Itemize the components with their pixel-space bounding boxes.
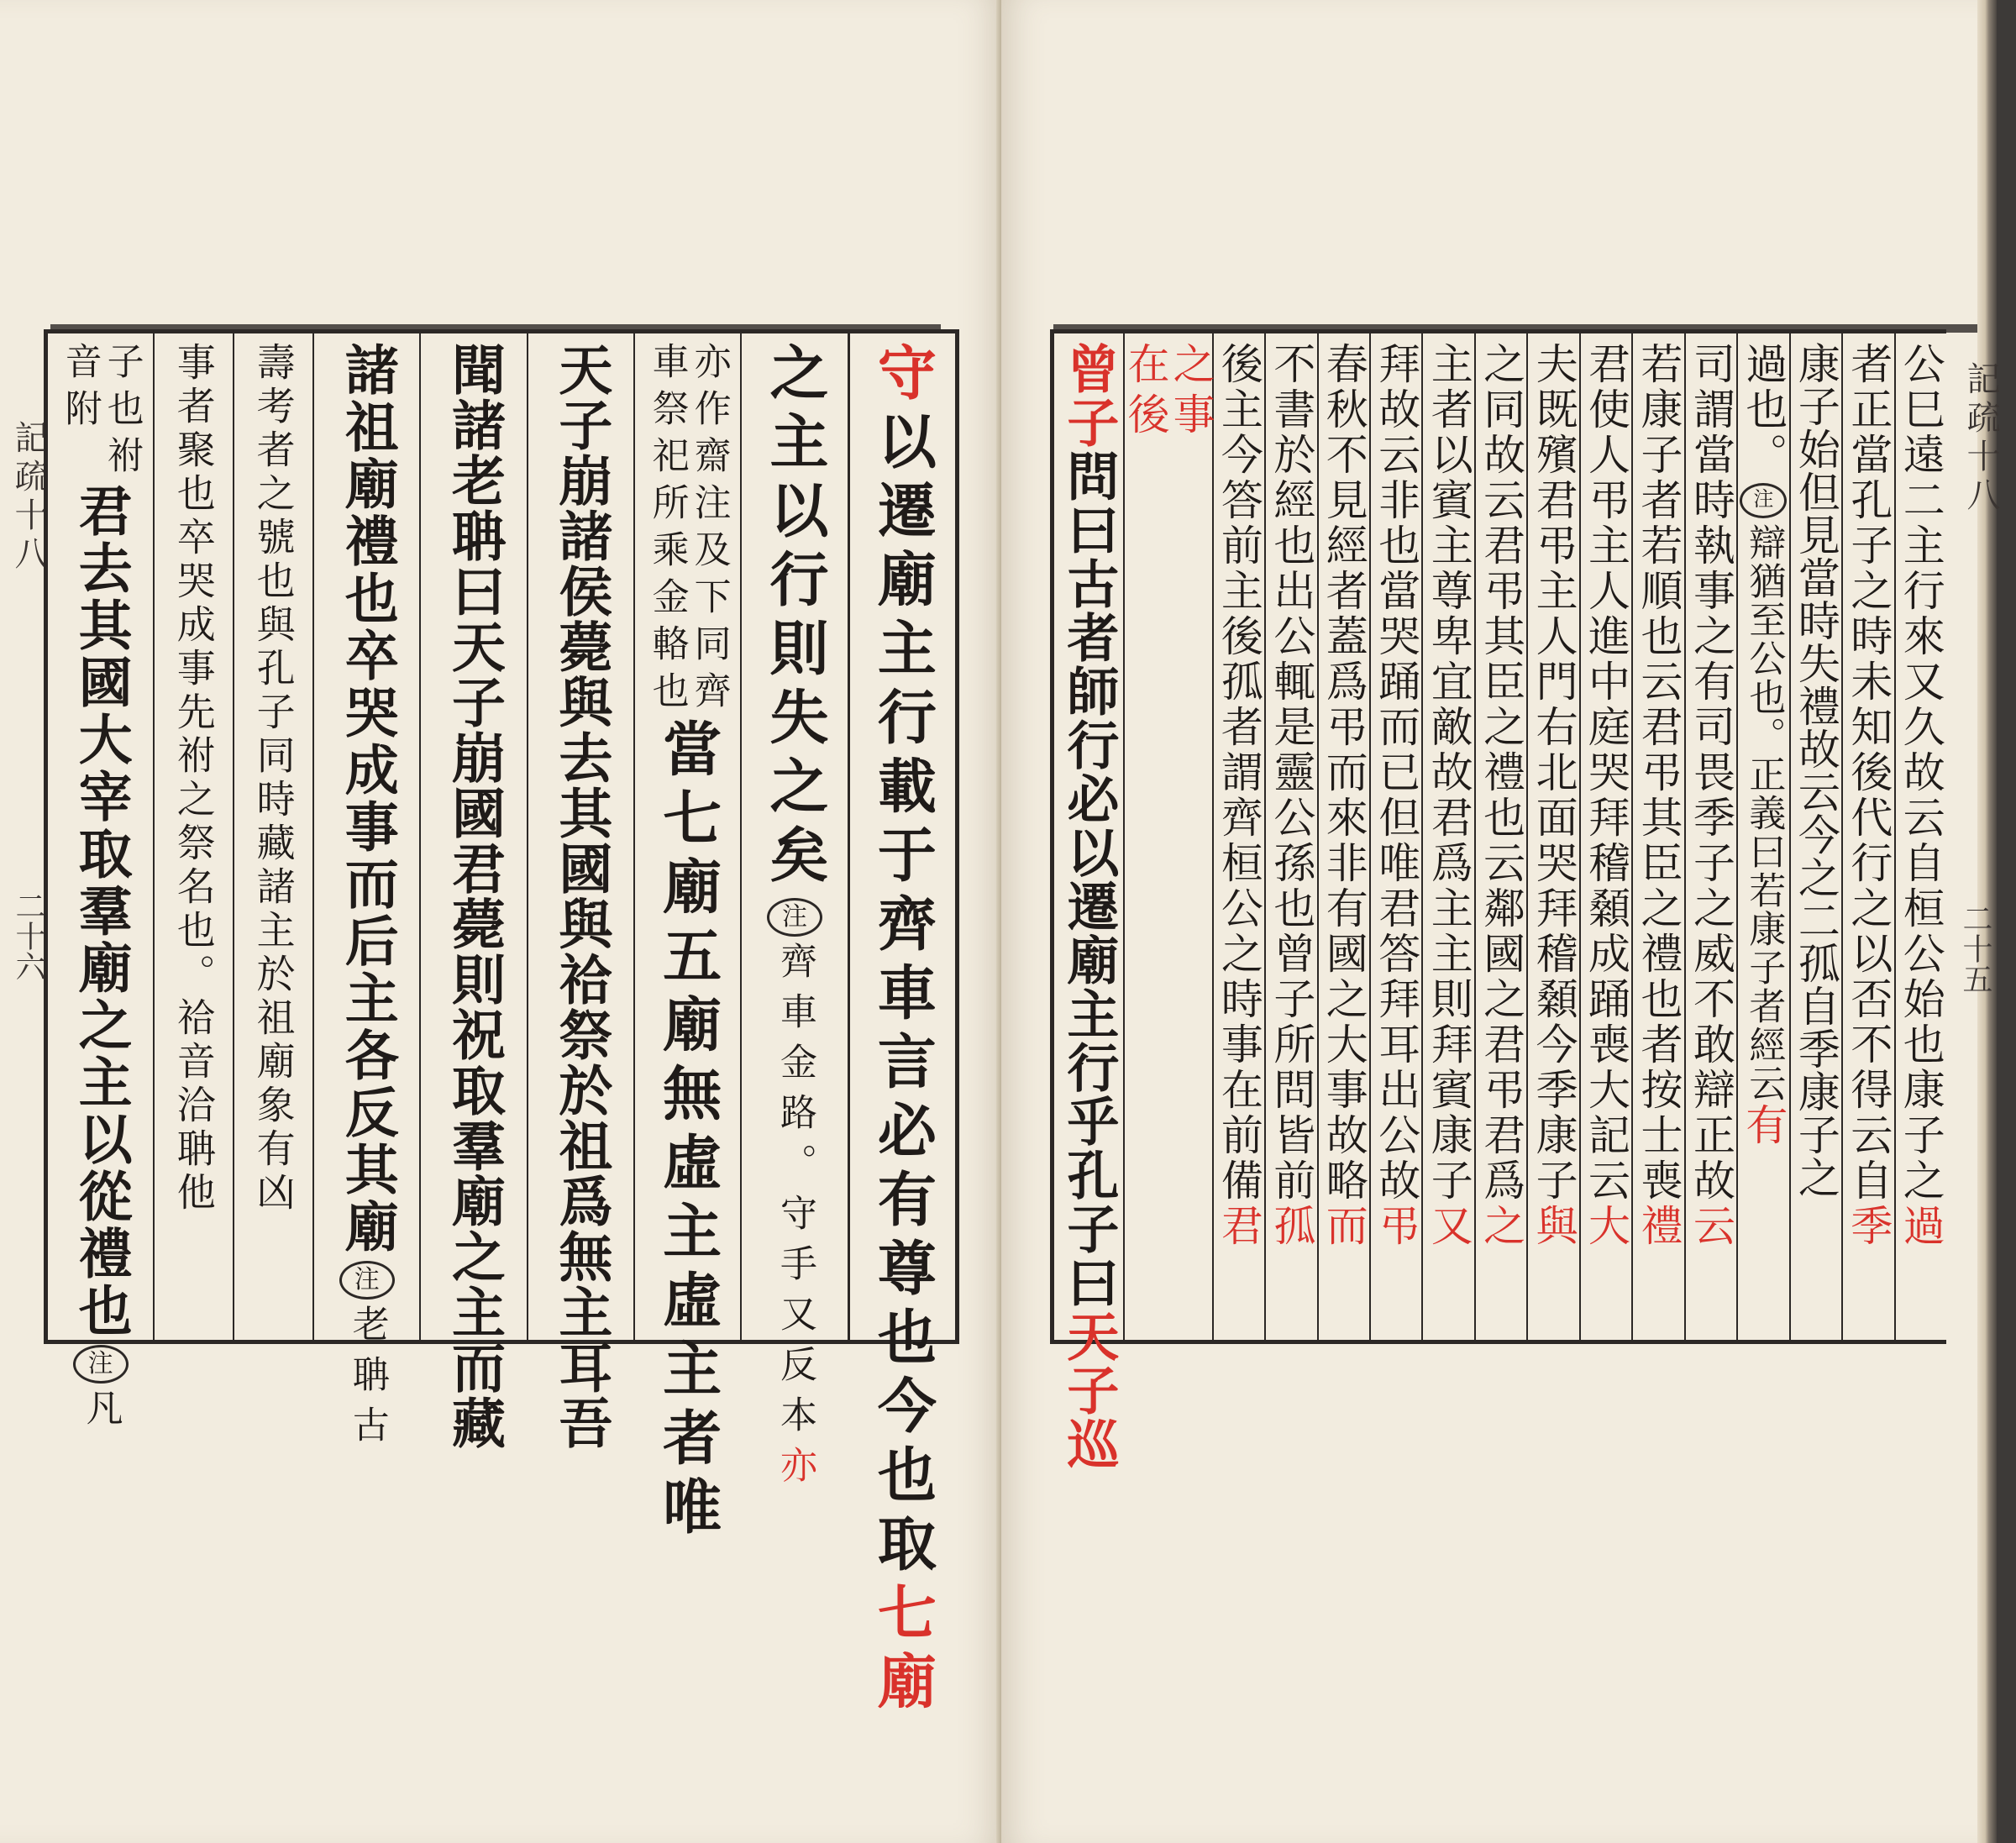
- right-col-14: [1212, 333, 1264, 1340]
- right-col-10-red: 又: [1424, 1204, 1473, 1252]
- commentary-seal: 注: [1740, 483, 1787, 518]
- right-col-11-text: 拜故云非也當哭踊而已但唯君答拜耳出公故: [1372, 342, 1421, 1204]
- right-col-7-text: 君使人弔主人進中庭哭拜稽顙成踊喪大記云: [1582, 342, 1631, 1204]
- left-col-3: [633, 333, 740, 1545]
- left-col-1-red-tail: 七廟: [868, 1582, 938, 1720]
- right-columns: [1054, 333, 1946, 1471]
- right-col-12-text: 春秋不見經者蓋爲弔而來非有國之大事故略: [1319, 342, 1368, 1204]
- left-col-2-text: 之主以行則失之矣: [760, 342, 830, 893]
- right-col-15-red-a: 之事: [1166, 342, 1215, 443]
- right-col-5-red: 云: [1686, 1204, 1735, 1252]
- left-col-9-tail: 凡: [79, 1389, 123, 1439]
- right-col-6-red: 禮: [1634, 1204, 1683, 1252]
- right-col-2: [1841, 333, 1893, 1340]
- right-col-4: [1736, 333, 1788, 1340]
- left-columns: [48, 333, 955, 1720]
- left-col-9: [48, 333, 153, 1439]
- left-col-8-text: 事者聚也卒哭成事先祔之祭名也。祫音洽聃他: [171, 342, 217, 1216]
- right-col-15-red-notes: [1121, 342, 1215, 443]
- left-col-9-note-b: 音附: [58, 342, 102, 436]
- right-col-13-text: 不書於經也出公輒是靈公孫也曾子所問皆前: [1267, 342, 1316, 1204]
- right-col-3-text: 康子始但見當時失禮故云今之二孤自季康子之: [1791, 342, 1840, 1199]
- left-text-frame: [44, 329, 959, 1720]
- left-col-7: [233, 333, 312, 1340]
- right-col-8-text: 夫既殯君弔主人門右北面哭拜稽顙今季康子: [1529, 342, 1578, 1204]
- right-col-12: [1317, 333, 1369, 1340]
- left-col-2-red-note: 亦: [774, 1446, 816, 1496]
- left-col-2: [740, 333, 847, 1496]
- right-col-8-red: 與: [1529, 1204, 1578, 1252]
- left-col-8: [153, 333, 233, 1340]
- right-col-1: [1894, 333, 1946, 1340]
- right-col-9: [1474, 333, 1526, 1340]
- left-col-4: [527, 333, 633, 1451]
- right-col-5: [1684, 333, 1736, 1340]
- right-col-11: [1369, 333, 1421, 1340]
- commentary-seal: 注: [339, 1261, 395, 1300]
- left-col-6-text: 諸祖廟禮也卒哭成事而后主各反其廟: [335, 342, 399, 1256]
- right-col-2-text: 者正當孔子之時未知後代行之以否不得云自: [1844, 342, 1893, 1204]
- right-col-14-text: 後主今答前主後孤者謂齊桓公之時事在前備: [1214, 342, 1263, 1204]
- right-col-6-text: 若康子者若順也云君弔其臣之禮也者按士喪: [1634, 342, 1683, 1204]
- left-col-6: [312, 333, 419, 1456]
- commentary-seal: 注: [767, 898, 822, 937]
- left-page: [0, 0, 1001, 1843]
- right-col-4-text: 過也。: [1739, 342, 1788, 478]
- left-folio-number: 二十六: [11, 890, 45, 981]
- right-col-13-red: 孤: [1267, 1204, 1316, 1252]
- left-col-7-text: 壽考者之號也與孔子同時藏諸主於祖廟象有凶: [250, 342, 297, 1216]
- right-col-2-red: 季: [1844, 1204, 1893, 1252]
- commentary-seal: 注: [73, 1345, 129, 1384]
- right-col-1-red: 過: [1896, 1204, 1945, 1252]
- left-col-9-notes: [58, 342, 144, 483]
- left-col-2-note: 齊車金路。守手又反本: [774, 942, 816, 1446]
- right-col-9-text: 之同故云君弔其臣之禮也云鄰國之君弔君爲: [1477, 342, 1526, 1204]
- right-col-7: [1579, 333, 1631, 1340]
- right-col-14-red: 君: [1214, 1204, 1263, 1252]
- right-col-11-red: 弔: [1372, 1204, 1421, 1252]
- right-col-5-text: 司謂當時執事之有司畏季子之威不敢辯正故: [1686, 342, 1735, 1204]
- left-margin-label: 記疏十八: [9, 420, 48, 575]
- right-col-16-red-head: 曾子: [1058, 342, 1120, 449]
- left-col-5-text: 聞諸老聃曰天子崩國君薨則祝取羣廟之主而藏: [443, 342, 507, 1451]
- left-col-9-text: 君去其國大宰取羣廟之主以從禮也: [69, 483, 133, 1340]
- right-text-frame: [1050, 329, 1946, 1471]
- right-folio-number: 二十五: [1958, 903, 1992, 994]
- left-col-9-note-a: 子也祔: [100, 342, 144, 483]
- right-col-8: [1526, 333, 1578, 1340]
- right-col-15: [1121, 333, 1215, 1340]
- left-col-3-note-b: 車祭祀所乘金輅也: [645, 342, 689, 718]
- right-margin-label: 記疏十八: [1961, 361, 2000, 516]
- right-col-4-red: 有: [1739, 1103, 1788, 1152]
- right-col-9-red: 之: [1477, 1204, 1526, 1252]
- left-col-1-text: 以遷廟主行載于齊車言必有尊也今也取: [868, 411, 938, 1582]
- left-col-3-text: 當七廟五廟無虛主虛主者唯: [653, 718, 723, 1545]
- right-col-16-text: 問曰古者師行必以遷廟主行乎孔子曰: [1058, 449, 1120, 1310]
- right-col-10: [1421, 333, 1473, 1340]
- left-col-4-text: 天子崩諸侯薨與去其國與祫祭於祖爲無主耳吾: [549, 342, 613, 1451]
- right-col-10-text: 主者以賓主尊卑宜敵故君爲主主則拜賓康子: [1424, 342, 1473, 1204]
- left-col-1: [848, 333, 955, 1720]
- right-col-1-text: 公巳遠二主行來又久故云自桓公始也康子之: [1896, 342, 1945, 1204]
- right-col-16-red-tail: 天子巡: [1058, 1310, 1120, 1471]
- right-col-13: [1264, 333, 1316, 1340]
- left-col-3-note-a: 亦作齋注及下同齊: [687, 342, 731, 718]
- left-col-5: [419, 333, 526, 1451]
- left-col-6-note: 老聃古: [345, 1305, 389, 1456]
- right-col-16: [1054, 333, 1123, 1471]
- right-col-6: [1631, 333, 1683, 1340]
- left-col-3-notes: [645, 342, 731, 718]
- right-col-12-red: 而: [1319, 1204, 1368, 1252]
- right-col-3: [1789, 333, 1841, 1340]
- left-col-1-red-head: 守: [868, 342, 938, 411]
- right-col-4-text-2: 辯猶至公也。正義曰若康子者經云: [1742, 523, 1786, 1103]
- right-col-15-red-b: 在後: [1121, 342, 1170, 443]
- right-col-7-red: 大: [1582, 1204, 1631, 1252]
